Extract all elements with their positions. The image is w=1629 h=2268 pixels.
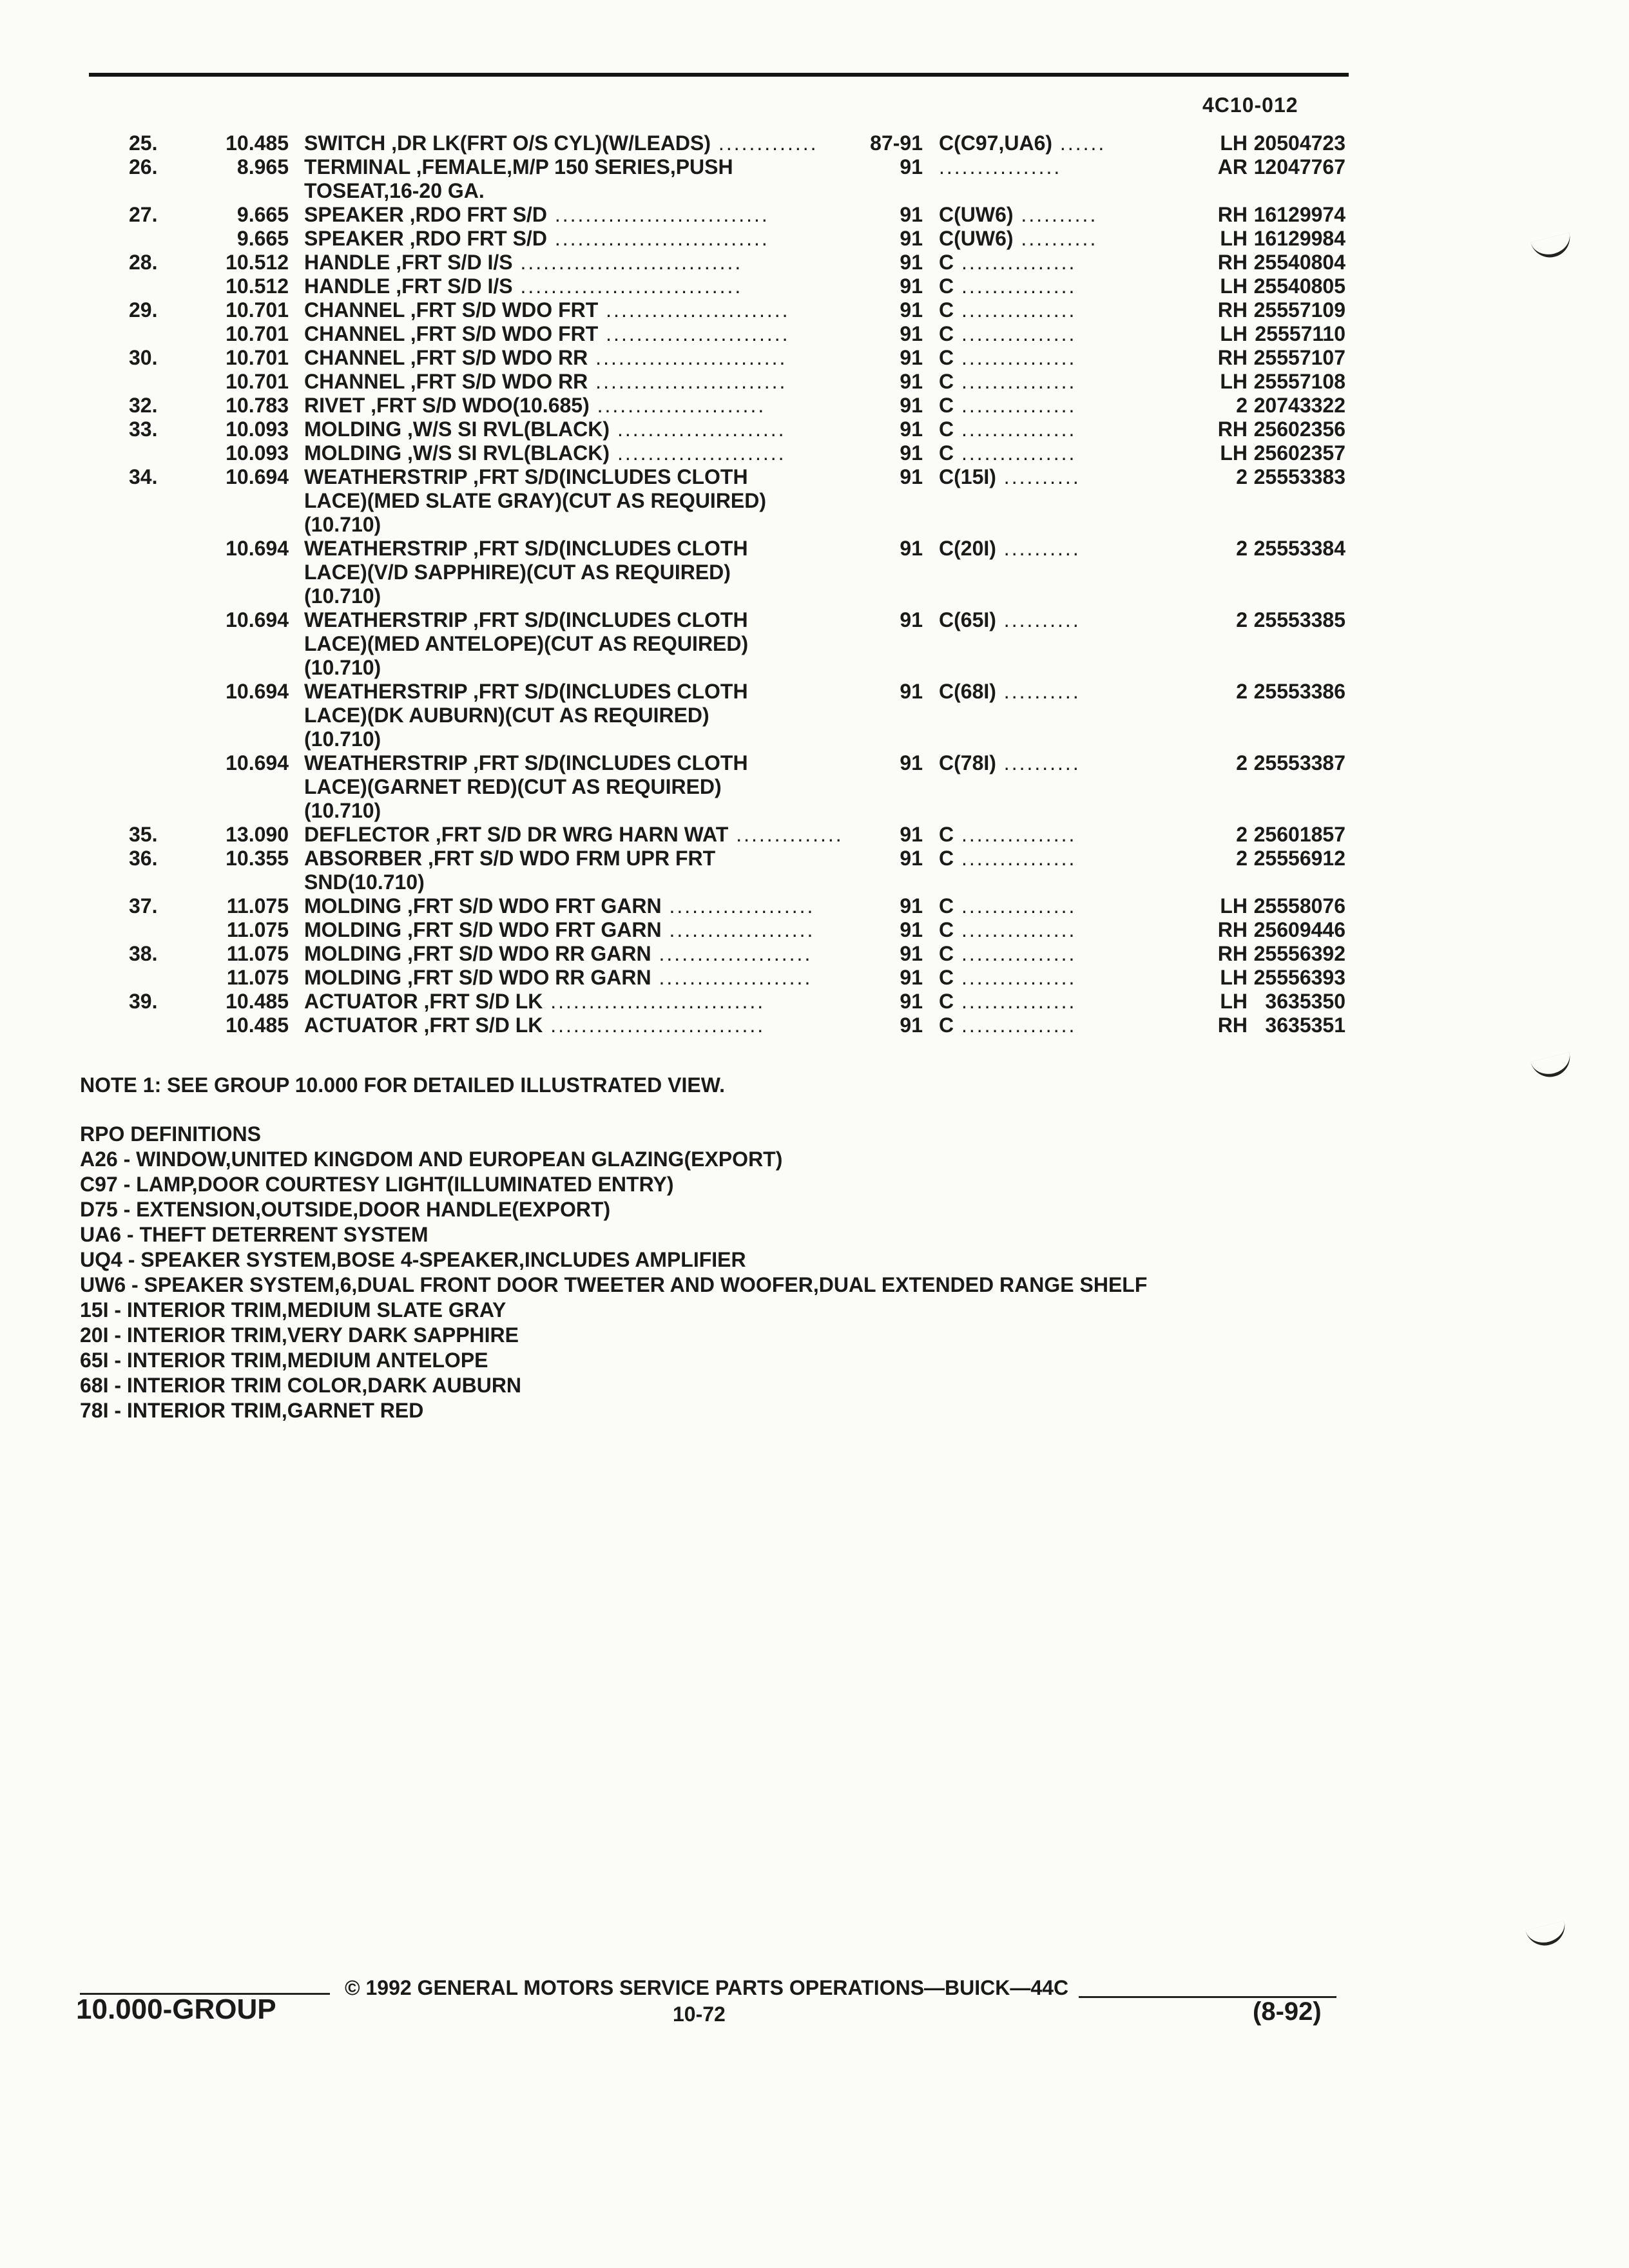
part-row — [0, 465, 1629, 537]
part-number: 25557109 — [1253, 298, 1345, 322]
group-number: 10.485 — [226, 990, 289, 1013]
usage-code: C ............... — [939, 251, 1077, 274]
leader-dots: .................... — [651, 966, 813, 989]
group-number: 10.694 — [226, 465, 289, 488]
model-year: 91 — [900, 155, 923, 178]
part-row — [0, 418, 1629, 441]
part-description: DEFLECTOR ,FRT S/D DR WRG HARN WAT .............. — [304, 823, 843, 846]
part-number: 12047767 — [1253, 155, 1345, 178]
leader-dots: .......... — [996, 608, 1081, 631]
leader-dots: ............................. — [512, 251, 743, 274]
part-row — [0, 918, 1629, 942]
group-number: 10.093 — [226, 418, 289, 441]
part-number: 25553384 — [1253, 537, 1345, 560]
group-number: 10.694 — [226, 680, 289, 703]
group-number: 10.701 — [226, 322, 289, 345]
leader-dots: .......... — [996, 680, 1081, 703]
rpo-line: 78I - INTERIOR TRIM,GARNET RED — [80, 1399, 424, 1422]
model-year: 91 — [900, 394, 923, 417]
part-number: 25553385 — [1253, 608, 1345, 631]
part-number: 20504723 — [1253, 131, 1345, 155]
part-description: CHANNEL ,FRT S/D WDO RR ......................... — [304, 370, 787, 393]
usage-code: C ............... — [939, 918, 1077, 941]
rpo-line: C97 - LAMP,DOOR COURTESY LIGHT(ILLUMINATED ENTRY) — [80, 1173, 674, 1196]
quantity: RH — [1217, 942, 1248, 965]
part-row — [0, 537, 1629, 608]
leader-dots: ............... — [954, 1014, 1077, 1037]
model-year: 91 — [900, 1014, 923, 1037]
usage-code: C ............... — [939, 942, 1077, 965]
rpo-line: D75 - EXTENSION,OUTSIDE,DOOR HANDLE(EXPORT) — [80, 1198, 611, 1221]
part-description: ACTUATOR ,FRT S/D LK ............................ — [304, 990, 766, 1013]
quantity: LH — [1220, 227, 1248, 250]
part-row — [0, 274, 1629, 298]
model-year: 91 — [900, 823, 923, 846]
part-description: SPEAKER ,RDO FRT S/D ............................ — [304, 203, 769, 226]
model-year: 91 — [900, 751, 923, 774]
group-number: 10.701 — [226, 346, 289, 369]
note: NOTE 1: SEE GROUP 10.000 FOR DETAILED ILLUSTRATED VIEW. — [80, 1073, 726, 1097]
leader-dots: ............................ — [546, 203, 769, 226]
part-description: MOLDING ,W/S SI RVL(BLACK) ...................... — [304, 418, 786, 441]
group-number: 11.075 — [226, 942, 289, 965]
leader-dots: .......... — [996, 465, 1081, 488]
quantity: LH — [1220, 894, 1248, 918]
usage-code — [939, 155, 1061, 179]
leader-dots: ............... — [954, 847, 1077, 870]
model-year: 91 — [900, 251, 923, 274]
usage-code: C ............... — [939, 346, 1077, 369]
group-number: 13.090 — [226, 823, 289, 846]
usage-code: C ............... — [939, 298, 1077, 322]
leader-dots: ............................ — [543, 990, 766, 1013]
part-description: HANDLE ,FRT S/D I/S ............................. — [304, 274, 743, 298]
model-year: 91 — [900, 465, 923, 488]
part-number: 16129984 — [1253, 227, 1345, 250]
part-number: 25557107 — [1253, 346, 1345, 369]
part-number: 3635350 — [1265, 990, 1345, 1013]
leader-dots: ............... — [954, 370, 1077, 393]
binder-mark — [1525, 1921, 1569, 1950]
rpo-line: UA6 - THEFT DETERRENT SYSTEM — [80, 1223, 429, 1246]
rpo-lines — [80, 1147, 1147, 1423]
usage-code: C(20I) .......... — [939, 537, 1081, 560]
part-description: TERMINAL ,FEMALE,M/P 150 SERIES,PUSH TOSEAT,16-20 GA. — [304, 155, 733, 202]
part-row — [0, 990, 1629, 1014]
quantity: 2 — [1236, 608, 1248, 631]
model-year: 91 — [900, 847, 923, 870]
usage-code: C ............... — [939, 966, 1077, 989]
quantity: RH — [1217, 298, 1248, 322]
leader-dots: ............................ — [546, 227, 769, 250]
part-row — [0, 608, 1629, 680]
leader-dots: ................... — [661, 894, 815, 918]
leader-dots: .............. — [728, 823, 843, 846]
part-number: 16129974 — [1253, 203, 1345, 226]
quantity: LH — [1220, 370, 1248, 393]
rpo-line: UQ4 - SPEAKER SYSTEM,BOSE 4-SPEAKER,INCLUDES AMPLIFIER — [80, 1248, 746, 1271]
model-year: 91 — [900, 227, 923, 250]
quantity: RH — [1217, 346, 1248, 369]
usage-code: C(68I) .......... — [939, 680, 1081, 703]
part-row — [0, 322, 1629, 346]
model-year: 87-91 — [870, 131, 923, 155]
page-number: 10-72 — [673, 2003, 726, 2026]
usage-code: C(65I) .......... — [939, 608, 1081, 631]
group-number: 10.512 — [226, 274, 289, 298]
model-year: 91 — [900, 274, 923, 298]
leader-dots: ............... — [954, 298, 1077, 322]
quantity: RH — [1217, 203, 1248, 226]
leader-dots: ............................. — [512, 274, 743, 298]
part-number: 25556392 — [1253, 942, 1345, 965]
usage-code: C(15I) .......... — [939, 465, 1081, 488]
leader-dots: ................... — [661, 918, 815, 941]
part-row — [0, 346, 1629, 370]
part-number: 25557110 — [1255, 322, 1345, 345]
part-description: SPEAKER ,RDO FRT S/D ............................ — [304, 227, 769, 250]
usage-code: C ............... — [939, 322, 1077, 345]
model-year: 91 — [900, 894, 923, 918]
item-number: 36. — [129, 847, 158, 870]
item-number: 30. — [129, 346, 158, 369]
model-year: 91 — [900, 418, 923, 441]
part-description: CHANNEL ,FRT S/D WDO FRT ........................ — [304, 298, 790, 322]
usage-code: C(78I) .......... — [939, 751, 1081, 774]
part-description: HANDLE ,FRT S/D I/S ............................. — [304, 251, 743, 274]
usage-code: C ............... — [939, 441, 1077, 465]
item-number: 33. — [129, 418, 158, 441]
leader-dots: ............... — [954, 322, 1077, 345]
part-row — [0, 894, 1629, 918]
part-description: MOLDING ,FRT S/D WDO FRT GARN ................... — [304, 918, 815, 941]
quantity: LH — [1220, 990, 1248, 1013]
part-description: MOLDING ,FRT S/D WDO FRT GARN ................... — [304, 894, 815, 918]
rpo-title: RPO DEFINITIONS — [80, 1122, 261, 1146]
leader-dots: ............... — [954, 918, 1077, 941]
part-row — [0, 441, 1629, 465]
leader-dots: ............... — [954, 894, 1077, 918]
part-row — [0, 394, 1629, 418]
leader-dots: ...................... — [610, 441, 786, 465]
part-number: 25557108 — [1253, 370, 1345, 393]
group-number: 10.355 — [226, 847, 289, 870]
parts-list — [0, 131, 1629, 1037]
part-description: RIVET ,FRT S/D WDO(10.685) ...................... — [304, 394, 766, 417]
group-title: 10.000-GROUP — [76, 1994, 276, 2025]
part-description: MOLDING ,W/S SI RVL(BLACK) ...................... — [304, 441, 786, 465]
leader-dots: ............... — [954, 823, 1077, 846]
part-number: 3635351 — [1265, 1014, 1345, 1037]
usage-code: C ............... — [939, 847, 1077, 870]
part-number: 25556393 — [1253, 966, 1345, 989]
leader-dots: .......... — [996, 751, 1081, 774]
usage-code: C ............... — [939, 1014, 1077, 1037]
usage-code: C ............... — [939, 894, 1077, 918]
binder-mark — [1530, 1052, 1574, 1081]
part-row — [0, 155, 1629, 203]
group-number: 10.783 — [226, 394, 289, 417]
item-number: 34. — [129, 465, 158, 488]
item-number: 27. — [129, 203, 158, 226]
part-row — [0, 251, 1629, 274]
part-description: WEATHERSTRIP ,FRT S/D(INCLUDES CLOTH LACE)(MED ANTELOPE)(CUT AS REQUIRED) (10.710) — [304, 608, 749, 679]
item-number: 39. — [129, 990, 158, 1013]
leader-dots: ................ — [939, 155, 1062, 178]
rpo-line: 15I - INTERIOR TRIM,MEDIUM SLATE GRAY — [80, 1298, 506, 1321]
leader-dots: ...................... — [610, 418, 786, 441]
part-row — [0, 680, 1629, 751]
item-number: 32. — [129, 394, 158, 417]
part-description: ACTUATOR ,FRT S/D LK ............................ — [304, 1014, 766, 1037]
part-number: 25540804 — [1253, 251, 1345, 274]
part-number: 25553383 — [1253, 465, 1345, 488]
part-row — [0, 847, 1629, 894]
usage-code: C ............... — [939, 990, 1077, 1013]
leader-dots: ............... — [954, 990, 1077, 1013]
quantity: LH — [1220, 441, 1248, 465]
quantity: 2 — [1236, 751, 1248, 774]
quantity: RH — [1217, 1014, 1248, 1037]
group-number: 10.485 — [226, 131, 289, 155]
rpo-line: A26 - WINDOW,UNITED KINGDOM AND EUROPEAN GLAZING(EXPORT) — [80, 1148, 783, 1171]
usage-code: C ............... — [939, 823, 1077, 846]
leader-dots: .......... — [1013, 203, 1098, 226]
group-number: 11.075 — [226, 966, 289, 989]
group-number: 9.665 — [236, 227, 289, 250]
model-year: 91 — [900, 990, 923, 1013]
date-code: (8-92) — [1253, 1997, 1322, 2026]
item-number: 26. — [129, 155, 158, 178]
leader-dots: ......................... — [588, 346, 787, 369]
quantity: LH — [1220, 966, 1248, 989]
usage-code: C ............... — [939, 274, 1077, 298]
leader-dots: ............... — [954, 441, 1077, 465]
part-description: MOLDING ,FRT S/D WDO RR GARN .................... — [304, 966, 813, 989]
part-row — [0, 203, 1629, 227]
rpo-line: 20I - INTERIOR TRIM,VERY DARK SAPPHIRE — [80, 1323, 519, 1347]
group-number: 10.701 — [226, 370, 289, 393]
usage-code: C ............... — [939, 370, 1077, 393]
group-number: 10.701 — [226, 298, 289, 322]
part-description: ABSORBER ,FRT S/D WDO FRM UPR FRT SND(10.710) — [304, 847, 716, 894]
part-row — [0, 131, 1629, 155]
group-number: 10.093 — [226, 441, 289, 465]
leader-dots: ...................... — [589, 394, 766, 417]
usage-code: C ............... — [939, 418, 1077, 441]
part-row — [0, 227, 1629, 251]
quantity: RH — [1217, 418, 1248, 441]
item-number: 29. — [129, 298, 158, 322]
leader-dots: .......... — [996, 537, 1081, 560]
quantity: RH — [1217, 918, 1248, 941]
quantity: 2 — [1236, 847, 1248, 870]
leader-dots: ............... — [954, 394, 1077, 417]
item-number: 25. — [129, 131, 158, 155]
quantity: LH — [1220, 322, 1248, 345]
model-year: 91 — [900, 298, 923, 322]
item-number: 35. — [129, 823, 158, 846]
leader-dots: .......... — [1013, 227, 1098, 250]
leader-dots: .................... — [651, 942, 813, 965]
item-number: 38. — [129, 942, 158, 965]
item-number: 37. — [129, 894, 158, 918]
leader-dots: ............... — [954, 942, 1077, 965]
quantity: 2 — [1236, 465, 1248, 488]
leader-dots: ......................... — [588, 370, 787, 393]
group-number: 10.694 — [226, 608, 289, 631]
part-number: 25556912 — [1253, 847, 1345, 870]
model-year: 91 — [900, 608, 923, 631]
quantity: LH — [1220, 131, 1248, 155]
part-number: 20743322 — [1253, 394, 1345, 417]
usage-code: C(C97,UA6) ...... — [939, 131, 1106, 155]
part-number: 25558076 — [1253, 894, 1345, 918]
model-year: 91 — [900, 537, 923, 560]
model-year: 91 — [900, 942, 923, 965]
copyright: © 1992 GENERAL MOTORS SERVICE PARTS OPERATIONS—BUICK—44C — [345, 1976, 1069, 1999]
quantity: 2 — [1236, 394, 1248, 417]
leader-dots: ............... — [954, 418, 1077, 441]
part-row — [0, 1014, 1629, 1037]
part-description: MOLDING ,FRT S/D WDO RR GARN .................... — [304, 942, 813, 965]
part-description: CHANNEL ,FRT S/D WDO RR ......................... — [304, 346, 787, 369]
quantity: 2 — [1236, 537, 1248, 560]
part-description: WEATHERSTRIP ,FRT S/D(INCLUDES CLOTH LACE)(DK AUBURN)(CUT AS REQUIRED) (10.710) — [304, 680, 748, 751]
part-row — [0, 370, 1629, 394]
part-number: 25609446 — [1253, 918, 1345, 941]
leader-dots: ............... — [954, 966, 1077, 989]
group-number: 10.485 — [226, 1014, 289, 1037]
quantity: 2 — [1236, 823, 1248, 846]
part-description: SWITCH ,DR LK(FRT O/S CYL)(W/LEADS) ............. — [304, 131, 818, 155]
leader-dots: ...... — [1052, 131, 1106, 155]
group-number: 10.512 — [226, 251, 289, 274]
part-description: WEATHERSTRIP ,FRT S/D(INCLUDES CLOTH LACE)(V/D SAPPHIRE)(CUT AS REQUIRED) (10.710) — [304, 537, 748, 608]
part-number: 25553386 — [1253, 680, 1345, 703]
part-number: 25540805 — [1253, 274, 1345, 298]
group-number: 8.965 — [236, 155, 289, 178]
part-row — [0, 823, 1629, 847]
model-year: 91 — [900, 322, 923, 345]
part-number: 25602356 — [1253, 418, 1345, 441]
model-year: 91 — [900, 203, 923, 226]
model-year: 91 — [900, 370, 923, 393]
leader-dots: ............. — [711, 131, 818, 155]
leader-dots: ............... — [954, 274, 1077, 298]
leader-dots: ........................ — [598, 322, 790, 345]
model-year: 91 — [900, 441, 923, 465]
part-row — [0, 966, 1629, 990]
rpo-line: 68I - INTERIOR TRIM COLOR,DARK AUBURN — [80, 1374, 522, 1397]
quantity: AR — [1217, 155, 1248, 178]
top-rule — [89, 73, 1349, 77]
part-number: 25601857 — [1253, 823, 1345, 846]
rpo-definitions — [80, 1122, 1147, 1423]
page-code: 4C10-012 — [1202, 93, 1298, 117]
part-description: CHANNEL ,FRT S/D WDO FRT ........................ — [304, 322, 790, 345]
rpo-line: UW6 - SPEAKER SYSTEM,6,DUAL FRONT DOOR TWEETER AND WOOFER,DUAL EXTENDED RANGE SHELF — [80, 1273, 1148, 1296]
part-row — [0, 298, 1629, 322]
part-row — [0, 751, 1629, 823]
usage-code: C(UW6) .......... — [939, 203, 1098, 226]
leader-dots: ............... — [954, 346, 1077, 369]
quantity: 2 — [1236, 680, 1248, 703]
part-description: WEATHERSTRIP ,FRT S/D(INCLUDES CLOTH LACE)(GARNET RED)(CUT AS REQUIRED) (10.710) — [304, 751, 748, 822]
group-number: 11.075 — [226, 894, 289, 918]
group-number: 10.694 — [226, 537, 289, 560]
rpo-line: 65I - INTERIOR TRIM,MEDIUM ANTELOPE — [80, 1349, 488, 1372]
model-year: 91 — [900, 966, 923, 989]
item-number: 28. — [129, 251, 158, 274]
leader-dots: ........................ — [598, 298, 790, 322]
group-number: 11.075 — [226, 918, 289, 941]
part-number: 25602357 — [1253, 441, 1345, 465]
model-year: 91 — [900, 918, 923, 941]
group-number: 9.665 — [236, 203, 289, 226]
quantity: RH — [1217, 251, 1248, 274]
usage-code: C ............... — [939, 394, 1077, 417]
leader-dots: ............................ — [543, 1014, 766, 1037]
part-number: 25553387 — [1253, 751, 1345, 774]
model-year: 91 — [900, 346, 923, 369]
part-description: WEATHERSTRIP ,FRT S/D(INCLUDES CLOTH LACE)(MED SLATE GRAY)(CUT AS REQUIRED) (10.710) — [304, 465, 767, 536]
usage-code: C(UW6) .......... — [939, 227, 1098, 250]
group-number: 10.694 — [226, 751, 289, 774]
leader-dots: ............... — [954, 251, 1077, 274]
quantity: LH — [1220, 274, 1248, 298]
model-year: 91 — [900, 680, 923, 703]
part-row — [0, 942, 1629, 966]
